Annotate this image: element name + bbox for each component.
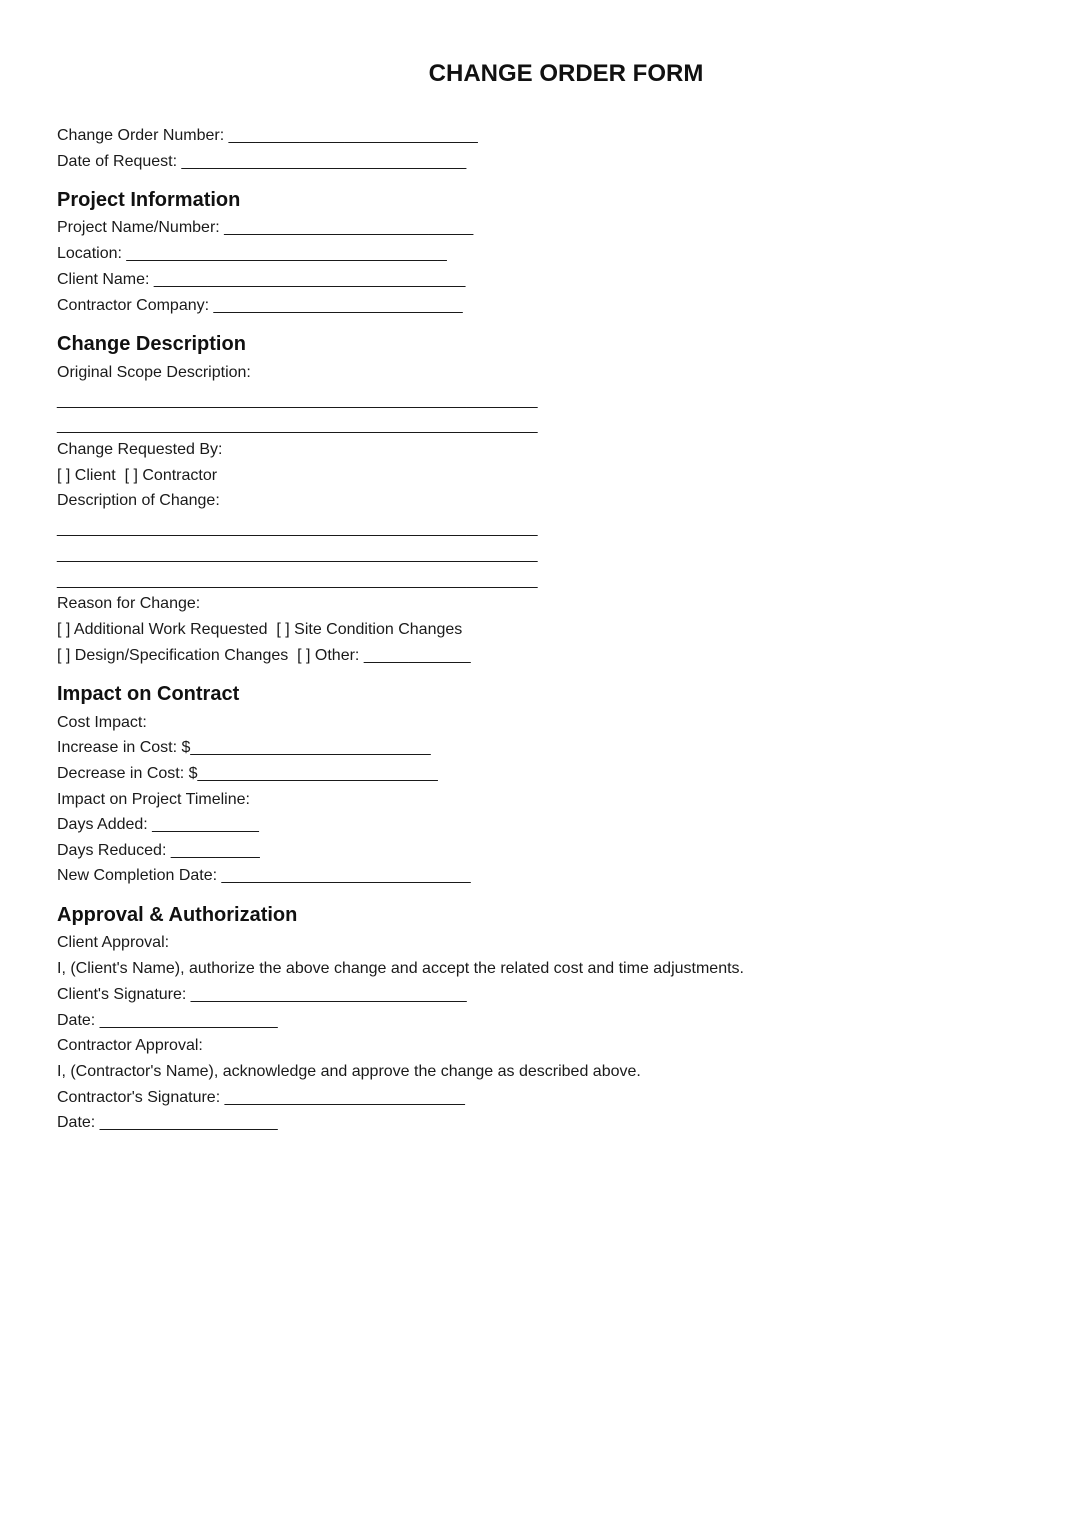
client-name-field[interactable]: Client Name: ___________________________________ [57, 271, 466, 288]
project-name-field[interactable]: Project Name/Number: ____________________________ [57, 219, 474, 236]
description-of-change-label: Description of Change: [57, 492, 220, 509]
original-scope-line[interactable]: ______________________________________________________ [57, 417, 538, 434]
contractor-company-field[interactable]: Contractor Company: ____________________________ [57, 297, 463, 314]
cost-impact-label: Cost Impact: [57, 714, 147, 731]
date-of-request-field[interactable]: Date of Request: ________________________________ [57, 153, 467, 170]
description-line[interactable]: ______________________________________________________ [57, 546, 538, 563]
change-description-heading: Change Description [57, 333, 246, 355]
original-scope-label: Original Scope Description: [57, 364, 251, 381]
reason-for-change-label: Reason for Change: [57, 595, 201, 612]
contractor-approval-label: Contractor Approval: [57, 1037, 203, 1054]
description-line[interactable]: ______________________________________________________ [57, 520, 538, 537]
timeline-impact-label: Impact on Project Timeline: [57, 791, 250, 808]
contractor-date-field[interactable]: Date: ____________________ [57, 1114, 278, 1131]
client-statement: I, (Client's Name), authorize the above change and accept the related cost and time adjustments. [57, 960, 744, 977]
client-signature-field[interactable]: Client's Signature: _______________________________ [57, 986, 467, 1003]
contractor-statement: I, (Contractor's Name), acknowledge and approve the change as described above. [57, 1063, 641, 1080]
impact-on-contract-heading: Impact on Contract [57, 683, 240, 705]
decrease-in-cost-field[interactable]: Decrease in Cost: $___________________________ [57, 765, 438, 782]
increase-in-cost-field[interactable]: Increase in Cost: $___________________________ [57, 739, 431, 756]
days-added-field[interactable]: Days Added: ____________ [57, 816, 259, 833]
reason-checkboxes-row-1[interactable]: [ ] Additional Work Requested [ ] Site Condition Changes [57, 621, 463, 638]
location-field[interactable]: Location: ____________________________________ [57, 245, 447, 262]
new-completion-date-field[interactable]: New Completion Date: ____________________________ [57, 867, 471, 884]
change-order-number-field[interactable]: Change Order Number: ____________________________ [57, 127, 478, 144]
requested-by-checkboxes[interactable]: [ ] Client [ ] Contractor [57, 467, 218, 484]
contractor-signature-field[interactable]: Contractor's Signature: ___________________________ [57, 1089, 465, 1106]
project-information-heading: Project Information [57, 189, 241, 211]
description-line[interactable]: ______________________________________________________ [57, 572, 538, 589]
reason-checkboxes-row-2[interactable]: [ ] Design/Specification Changes [ ] Other: ____________ [57, 647, 471, 664]
days-reduced-field[interactable]: Days Reduced: __________ [57, 842, 260, 859]
form-title: CHANGE ORDER FORM [428, 60, 704, 87]
change-requested-by-label: Change Requested By: [57, 441, 223, 458]
client-approval-label: Client Approval: [57, 934, 170, 951]
client-date-field[interactable]: Date: ____________________ [57, 1012, 278, 1029]
original-scope-line[interactable]: ______________________________________________________ [57, 392, 538, 409]
approval-heading: Approval & Authorization [57, 904, 298, 926]
